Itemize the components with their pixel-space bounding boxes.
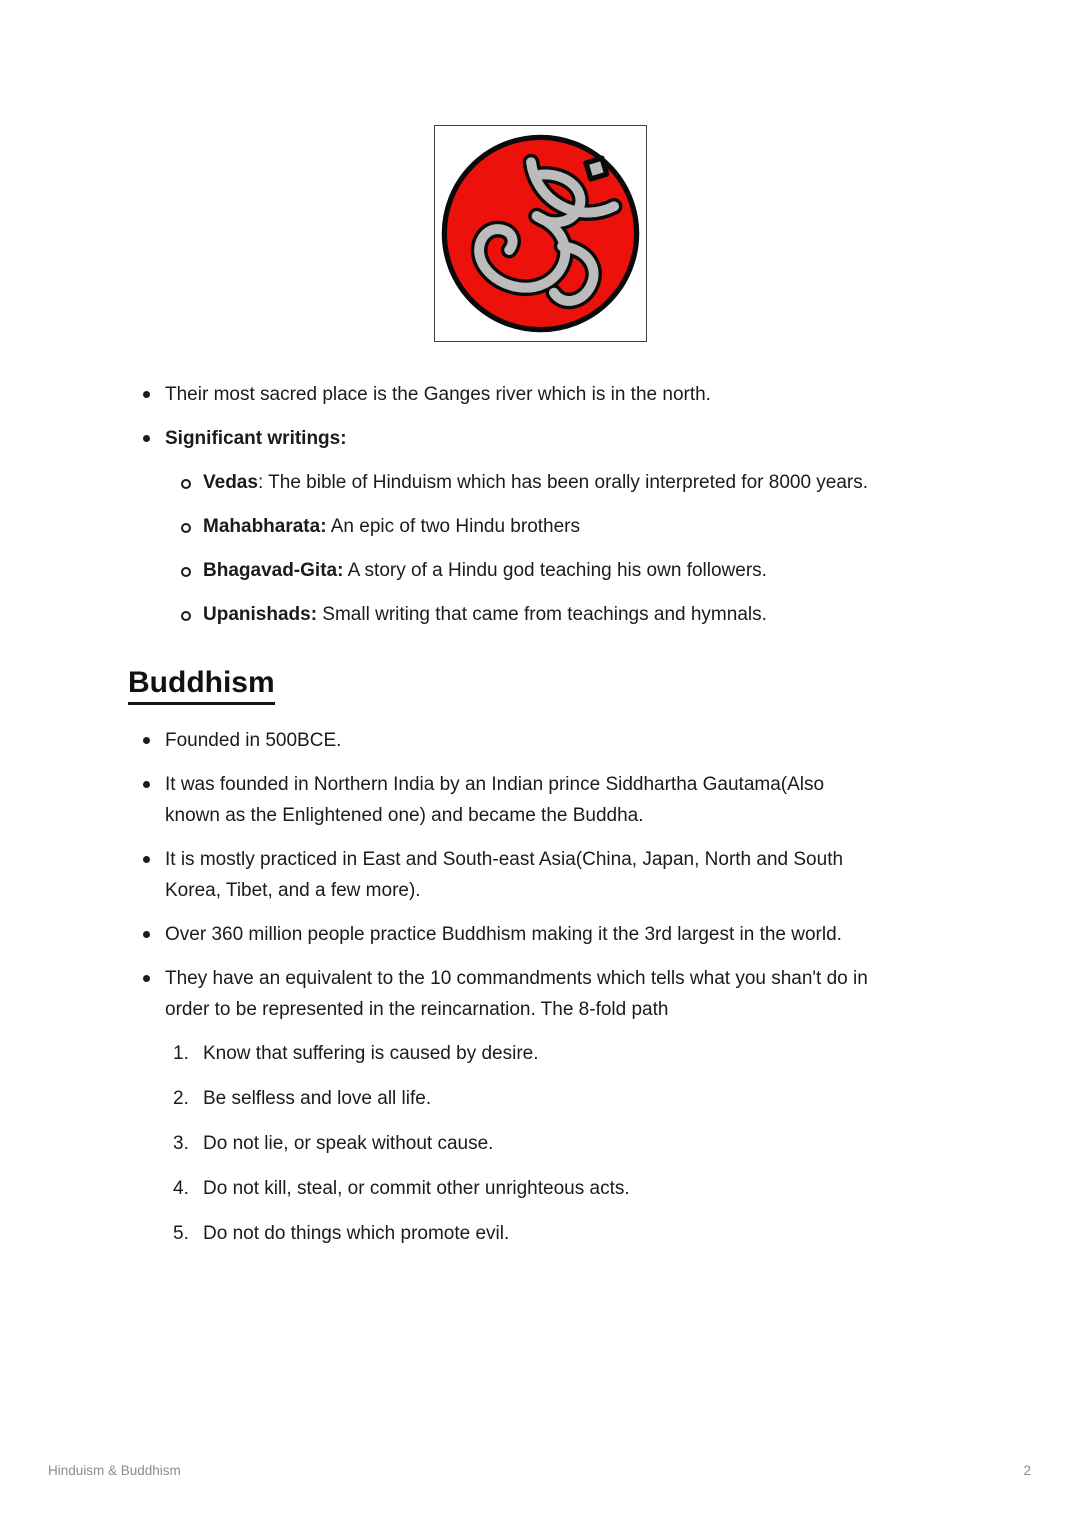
list-number: 4. <box>173 1178 189 1199</box>
list-item-text: Korea, Tibet, and a few more). <box>165 880 421 901</box>
footer-page-number: 2 <box>1023 1463 1031 1478</box>
list-item <box>128 1038 970 1069</box>
list-item <box>128 555 970 586</box>
list-item-text <box>203 599 970 630</box>
list-item <box>128 1218 970 1249</box>
footer-document-title: Hinduism & Buddhism <box>48 1463 181 1478</box>
list-item-text: Their most sacred place is the Ganges river which is in the north. <box>165 384 711 405</box>
bullet-dot-icon <box>143 931 150 938</box>
list-item-text: Do not lie, or speak without cause. <box>203 1133 494 1154</box>
list-item-text: Do not do things which promote evil. <box>203 1223 510 1244</box>
buddhism-heading <box>128 666 970 705</box>
buddhism-heading-text: Buddhism <box>128 666 275 705</box>
list-item <box>128 844 970 906</box>
document-page <box>0 125 1080 1478</box>
list-item <box>128 1173 970 1204</box>
list-number: 1. <box>173 1043 189 1064</box>
writing-term: Bhagavad-Gita: <box>203 560 344 581</box>
bullet-circle-icon <box>181 611 191 621</box>
bullet-circle-icon <box>181 479 191 489</box>
list-item-text: It was founded in Northern India by an Indian prince Siddhartha Gautama(Also <box>165 774 825 795</box>
writing-term: Mahabharata: <box>203 516 327 537</box>
list-item <box>128 467 970 498</box>
writing-term: Upanishads: <box>203 604 318 625</box>
list-item-text: Know that suffering is caused by desire. <box>203 1043 539 1064</box>
bullet-dot-icon <box>143 975 150 982</box>
list-item <box>128 769 970 831</box>
list-item-text <box>203 467 970 498</box>
page-footer <box>48 1463 1031 1478</box>
list-item-text: Over 360 million people practice Buddhism making it the 3rd largest in the world. <box>165 924 842 945</box>
om-symbol-image <box>434 125 647 342</box>
list-item <box>128 599 970 630</box>
list-item <box>128 725 970 756</box>
eightfold-path-list <box>128 1038 970 1249</box>
writing-term: Vedas <box>203 472 258 493</box>
list-item-text: order to be represented in the reincarnation. The 8-fold path <box>165 999 669 1020</box>
list-number: 5. <box>173 1223 189 1244</box>
list-item-text: They have an equivalent to the 10 commandments which tells what you shan't do in <box>165 968 868 989</box>
list-item-text <box>203 511 970 542</box>
list-item-text <box>203 555 970 586</box>
bullet-dot-icon <box>143 435 150 442</box>
list-item-text: Do not kill, steal, or commit other unrighteous acts. <box>203 1178 630 1199</box>
list-number: 3. <box>173 1133 189 1154</box>
list-item-text: Significant writings: <box>165 428 347 449</box>
om-bindu-dot <box>585 158 606 179</box>
bullet-circle-icon <box>181 523 191 533</box>
writing-desc: : The bible of Hinduism which has been orally interpreted for 8000 years. <box>257 472 869 493</box>
om-symbol-graphic <box>436 127 645 340</box>
bullet-circle-icon <box>181 567 191 577</box>
list-item <box>128 963 970 1025</box>
list-number: 2. <box>173 1088 189 1109</box>
buddhism-bullet-list <box>128 725 970 1025</box>
bullet-dot-icon <box>143 391 150 398</box>
list-item <box>128 423 970 454</box>
writing-desc: An epic of two Hindu brothers <box>326 516 581 537</box>
list-item-text: known as the Enlightened one) and became the Buddha. <box>165 805 644 826</box>
hinduism-bullet-list <box>128 379 970 454</box>
list-item-text: Be selfless and love all life. <box>203 1088 432 1109</box>
list-item-text: Founded in 500BCE. <box>165 730 342 751</box>
list-item <box>128 1128 970 1159</box>
significant-writings-list <box>128 467 970 630</box>
list-item-text: It is mostly practiced in East and South-east Asia(China, Japan, North and South <box>165 849 844 870</box>
bullet-dot-icon <box>143 856 150 863</box>
writing-desc: Small writing that came from teachings and hymnals. <box>317 604 767 625</box>
bullet-dot-icon <box>143 781 150 788</box>
list-item <box>128 1083 970 1114</box>
list-item <box>128 379 970 410</box>
bullet-dot-icon <box>143 737 150 744</box>
list-item <box>128 919 970 950</box>
page-content <box>0 342 1080 1249</box>
list-item <box>128 511 970 542</box>
writing-desc: A story of a Hindu god teaching his own followers. <box>343 560 767 581</box>
